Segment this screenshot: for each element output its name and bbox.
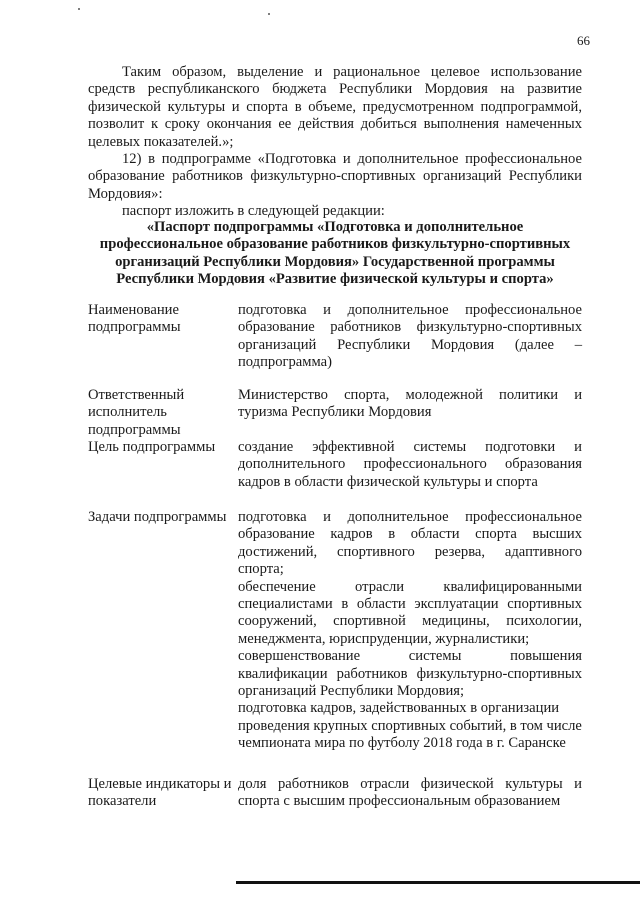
row-label: Ответственный исполнитель подпрограммы (88, 387, 185, 438)
passport-table (88, 302, 582, 811)
paragraph-passport-intro: паспорт изложить в следующей редакции: (122, 203, 385, 220)
intro-text (88, 64, 582, 221)
task-item: совершенствование системы повышения квалификации работников физкультурно-спортивных организаций Республики Мордовия; (238, 648, 582, 700)
row-value: Министерство спорта, молодежной политики и туризма Республики Мордовия (238, 387, 582, 421)
row-label: Целевые индикаторы и показатели (88, 776, 232, 810)
tasks-list (238, 509, 582, 776)
passport-row-tasks (88, 509, 582, 776)
passport-row-goal (88, 439, 582, 509)
row-label: Цель подпрограммы (88, 439, 216, 455)
task-item: подготовка и дополнительное профессиональное образование кадров в области спорта высших достижений, спортивного резерва, адаптивного спорта; (238, 509, 582, 578)
row-label: Наименование подпрограммы (88, 302, 181, 336)
passport-heading: «Паспорт подпрограммы «Подготовка и дополнительное профессиональное образование работников физкультурно-спортивных организаций Республики Мордовия» Государственной программы Республики Мордовия «Развитие физической культуры и спорта» (99, 219, 571, 288)
task-item: подготовка кадров, задействованных в организации проведения крупных спортивных событий, в том числе чемпионата мира по футболу 2018 года в г. Саранске (238, 700, 582, 752)
passport-row-name (88, 302, 582, 387)
task-item: обеспечение отрасли квалифицированными специалистами в области эксплуатации спортивных сооружений, спортивной медицины, психологии, менеджмента, юриспруденции, журналистики; (238, 578, 582, 647)
row-label: Задачи подпрограммы (88, 509, 227, 525)
row-value: доля работников отрасли физической культуры и спорта с высшим профессиональным образованием (238, 776, 582, 810)
scan-speck (268, 13, 270, 15)
passport-row-executor (88, 387, 582, 439)
row-value: создание эффективной системы подготовки и дополнительного профессионального образования кадров в области физической культуры и спорта (238, 439, 582, 490)
scan-speck (78, 8, 80, 10)
row-value: подготовка и дополнительное профессиональное образование работников физкультурно-спортивных организаций Республики Мордовия (далее – подпрограмма) (238, 302, 582, 371)
scan-bottom-edge (236, 881, 640, 884)
page-number: 66 (577, 33, 590, 48)
paragraph-item-12: 12) в подпрограмме «Подготовка и дополнительное профессиональное образование работников физкультурно-спортивных организаций Республики Мордовия»: (88, 151, 582, 202)
paragraph-conclusion: Таким образом, выделение и рациональное целевое использование средств республиканского бюджета Республики Мордовия на развитие физической культуры и спорта в объеме, предусмотренном подпрограммой, позволит к сроку окончания ее действия добиться выполнения намеченных целевых показателей.»; (88, 64, 582, 150)
passport-row-indicators (88, 776, 582, 811)
